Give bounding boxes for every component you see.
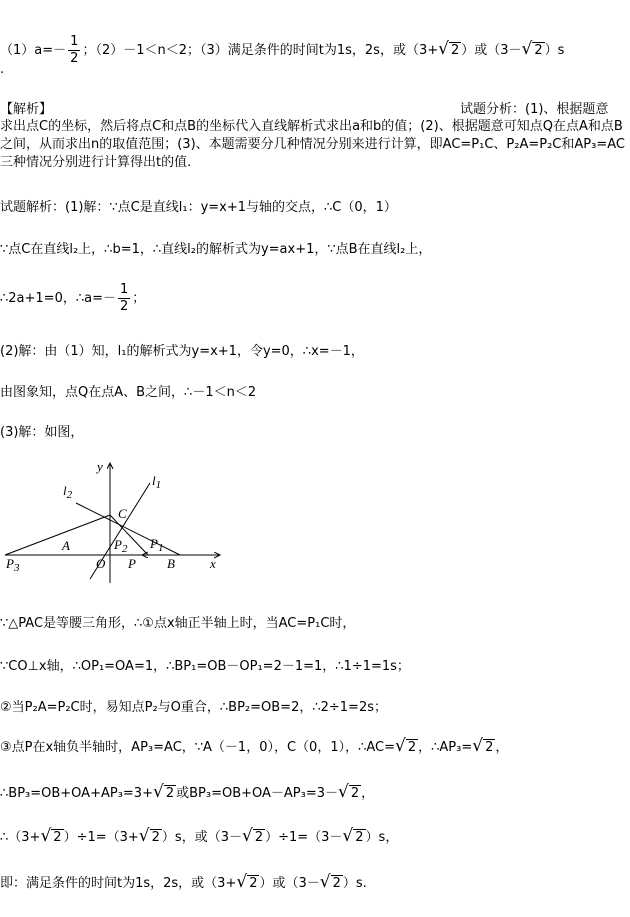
- answer-part3: ）或（3－: [461, 43, 522, 58]
- sqrt-expr: √ 2: [319, 872, 341, 892]
- solution-line3: ∴2a+1=0，∴a=－ $\frac{1}{2}$ ；: [0, 282, 146, 314]
- line-l2: [76, 503, 180, 555]
- label-l2: $l_2$: [63, 483, 73, 501]
- sqrt-expr: √ 2: [138, 826, 160, 846]
- label-A: A: [62, 538, 70, 553]
- answer-neg: －: [53, 43, 67, 58]
- solution-line11: ∴BP₃=OB+OA+AP₃=3+√ 2 或BP₃=OB+OA－AP₃=3－√ 2 ，: [0, 782, 375, 802]
- answer-frac-half: $\frac{1}{2}$: [70, 34, 79, 66]
- answer-line: [0, 34, 564, 67]
- label-B: B: [167, 556, 175, 571]
- sqrt-expr: √ 2: [472, 736, 494, 756]
- sqrt-expr: √ 2: [152, 782, 175, 802]
- sqrt-expr: √ 2: [342, 826, 364, 846]
- sqrt-expr: √ 2: [236, 872, 258, 892]
- answer-part4: ）s: [544, 43, 565, 58]
- label-P: P: [128, 556, 136, 571]
- sqrt-expr: √ 2: [438, 39, 460, 59]
- sqrt-expr: √ 2: [521, 39, 543, 59]
- solution-line4: (2)解：由（1）知，l₁的解析式为y=x+1，令y=0，∴x=－1，: [0, 344, 364, 359]
- solution-line2: ∵点C在直线l₂上，∴b=1，∴直线l₂的解析式为y=ax+1，∵点B在直线l₂上，: [0, 242, 432, 257]
- sqrt-expr: √ 2: [40, 826, 62, 846]
- solution-line1: 试题解析：(1)解：∵点C是直线l₁：y=x+1与轴的交点，∴C（0，1）: [0, 200, 397, 215]
- label-O: O: [96, 556, 106, 571]
- coordinate-figure: [0, 455, 240, 585]
- solution-line5: 由图象知，点Q在点A、B之间，∴－1＜n＜2: [0, 385, 257, 400]
- label-y: y: [97, 459, 103, 474]
- solution-line6: (3)解：如图，: [0, 425, 84, 440]
- label-x: x: [210, 556, 216, 571]
- solution-line9: ②当P₂A=P₂C时，易知点P₂与O重合，∴BP₂=OB=2，∴2÷1=2s；: [0, 700, 387, 715]
- label-P2: $P_2$: [114, 537, 128, 555]
- segment-p3c: [5, 515, 110, 555]
- label-P1: $P_1$: [150, 536, 164, 554]
- solution-line10: ③点P在x轴负半轴时，AP₃=AC，∵A（－1，0），C（0，1），∴AC=√ 2 ，∴AP₃=√ 2 ，: [0, 736, 509, 756]
- solution-line13: 即：满足条件的时间t为1s，2s，或（3+√ 2 ）或（3－√ 2 ）s.: [0, 872, 367, 892]
- answer-part1: （1）a=: [0, 43, 54, 58]
- label-P3: $P_3$: [6, 556, 20, 574]
- answer-part2: ；（2）－1＜n＜2；（3）满足条件的时间t为1s，2s，或（3+: [82, 43, 439, 58]
- analysis-body: 求出点C的坐标，然后将点C和点B的坐标代入直线解析式求出a和b的值；(2)、根据题意可知点Q在点A和点B之间，从而求出n的取值范围；(3)、本题需要分几种情况分别来进行计算，即AC=P₁C、P₂A=P₂C和AP₃=AC三种情况分别进行计算得出t的值.: [0, 119, 625, 170]
- answer-dot: .: [0, 62, 5, 77]
- frac-half: $\frac{1}{2}$: [119, 282, 129, 314]
- solution-line7: ∵△PAC是等腰三角形，∴①点x轴正半轴上时，当AC=P₁C时，: [0, 616, 356, 631]
- solution-line8: ∵CO⊥x轴，∴OP₁=OA=1，∴BP₁=OB－OP₁=2－1=1，∴1÷1=1s；: [0, 659, 410, 674]
- analysis-head: 【解析】: [0, 102, 53, 117]
- sqrt-expr: √ 2: [395, 736, 417, 756]
- label-C: C: [118, 506, 127, 521]
- sqrt-expr: √ 2: [338, 782, 360, 802]
- analysis-tag: 试题分析：(1)、根据题意: [460, 102, 609, 117]
- solution-line12: ∴（3+√ 2 ）÷1=（3+√ 2 ）s，或（3－√ 2 ）÷1=（3－√ 2 ）s，: [0, 826, 399, 846]
- sqrt-expr: √ 2: [241, 826, 264, 846]
- label-l1: $l_1$: [152, 473, 162, 491]
